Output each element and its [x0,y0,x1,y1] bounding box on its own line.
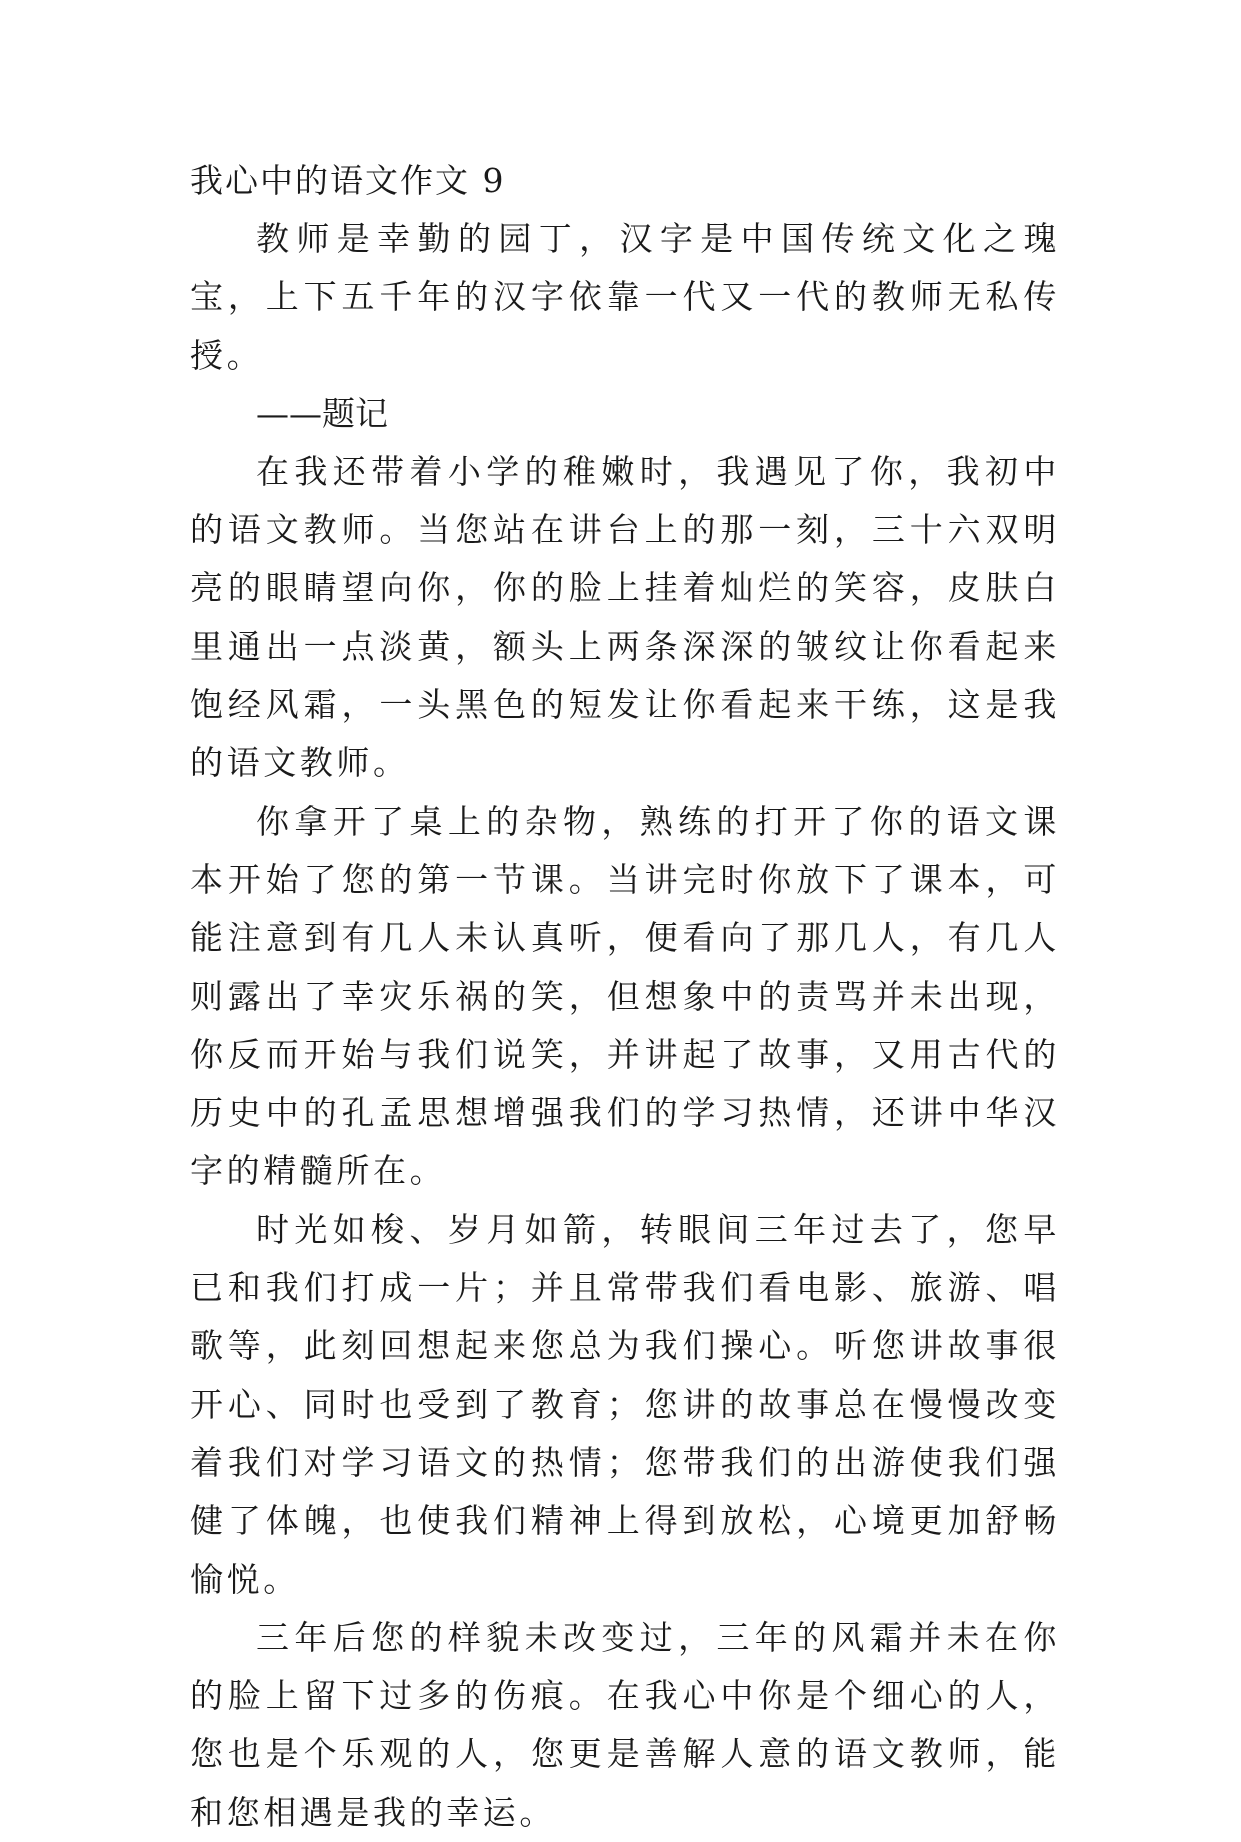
paragraph-3: 时光如梭、岁月如箭，转眼间三年过去了，您早已和我们打成一片；并且常带我们看电影、旅游、唱歌等，此刻回想起来您总为我们操心。听您讲故事很开心、同时也受到了教育；您讲的故事总在慢慢改变着我们对学习语文的热情；您带我们的出游使我们强健了体魄，也使我们精神上得到放松，心境更加舒畅愉悦。 [190,1209,1060,1599]
paragraph-2: 你拿开了桌上的杂物，熟练的打开了你的语文课本开始了您的第一节课。当讲完时你放下了课本，可能注意到有几人未认真听，便看向了那几人，有几人则露出了幸灾乐祸的笑，但想象中的责骂并未出现，你反而开始与我们说笑，并讲起了故事，又用古代的历史中的孔孟思想增强我们的学习热情，还讲中华汉字的精髓所在。 [190,801,1060,1191]
epigraph: 教师是幸勤的园丁，汉字是中国传统文化之瑰宝，上下五千年的汉字依靠一代又一代的教师无私传授。 [190,219,1060,375]
paragraph-1: 在我还带着小学的稚嫩时，我遇见了你，我初中的语文教师。当您站在讲台上的那一刻，三十六双明亮的眼睛望向你，你的脸上挂着灿烂的笑容，皮肤白里通出一点淡黄，额头上两条深深的皱纹让你看起来饱经风霜，一头黑色的短发让你看起来干练，这是我的语文教师。 [190,451,1060,783]
paragraph-4: 三年后您的样貌未改变过，三年的风霜并未在你的脸上留下过多的伤痕。在我心中你是个细心的人，您也是个乐观的人，您更是善解人意的语文教师，能和您相遇是我的幸运。 [190,1617,1060,1832]
document-title: 我心中的语文作文 9 [190,161,506,200]
epigraph-signature: ——题记 [256,393,388,433]
document-page [190,152,1060,1842]
